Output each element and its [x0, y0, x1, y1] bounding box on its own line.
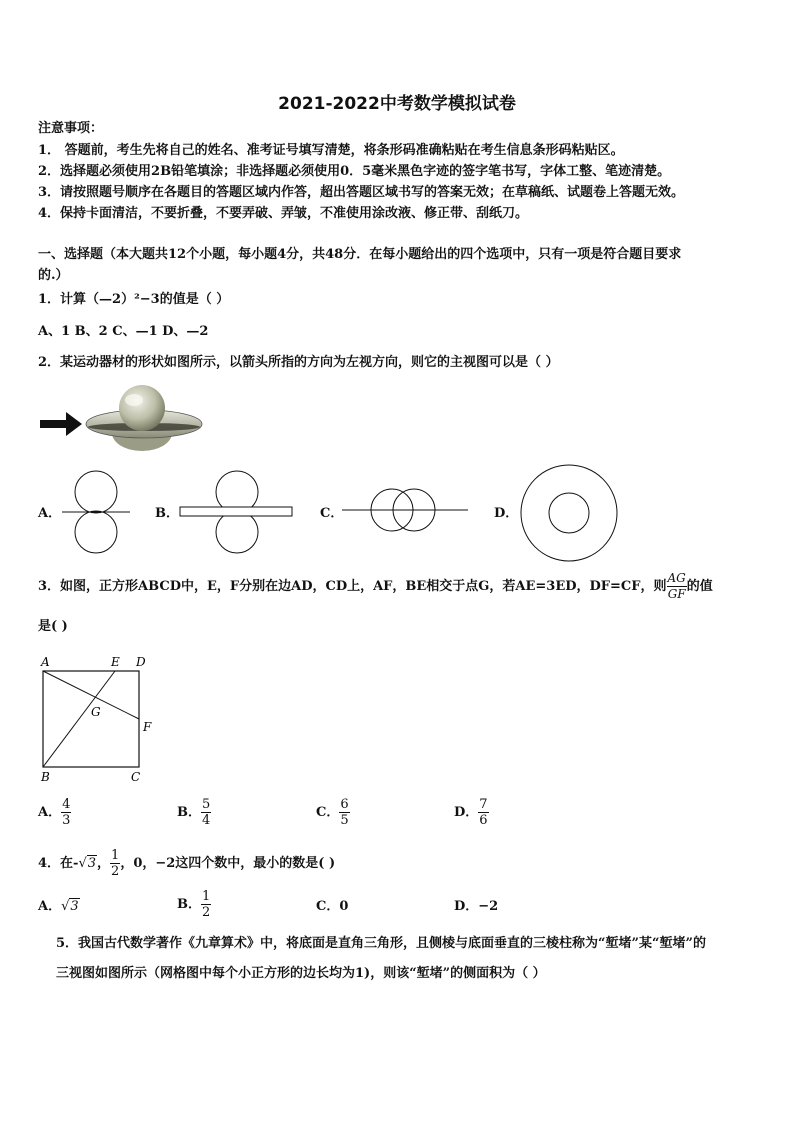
q4-half-num: 1	[111, 848, 120, 863]
q3-option-d-den: 6	[479, 813, 488, 828]
page-title: 2021-2022中考数学模拟试卷	[278, 94, 516, 114]
q3-stem-before: 3．如图，正方形ABCD中，E，F分别在边AD，CD上，AF，BE相交于点G，若AE=3ED，DF=CF，则	[38, 579, 667, 594]
q3-option-a-num: 4	[62, 797, 71, 812]
q3-ratio-num: AG	[667, 571, 686, 585]
q4-option-b-label: B．	[177, 897, 201, 912]
q4-option-d: D．−2	[454, 899, 499, 914]
q3-option-a-label: A．	[38, 805, 62, 820]
section-heading-line2: 的.）	[38, 268, 69, 283]
q2-option-b-label: B．	[155, 506, 179, 521]
q2-option-c-label: C．	[320, 506, 344, 521]
q5-stem-line2: 三视图如图所示（网格图中每个小正方形的边长均为1)，则该“堑堵”的侧面积为（ ）	[56, 966, 546, 981]
q4-option-b	[177, 889, 211, 920]
q3-option-b-num: 5	[202, 797, 211, 812]
q2-stem: 2．某运动器材的形状如图所示，以箭头所指的方向为左视方向，则它的主视图可以是（ ）	[38, 355, 559, 370]
q4-option-b-num: 1	[202, 889, 211, 904]
q1-options: A、1 B、2 C、—1 D、—2	[38, 324, 209, 339]
q2-option-d-label: D．	[494, 506, 519, 521]
q4-option-a-sqrt	[61, 899, 80, 915]
q5-stem-line1: 5．我国古代数学著作《九章算术》中，将底面是直角三角形，且侧棱与底面垂直的三棱柱称为“堑堵”某“堑堵”的	[56, 936, 706, 951]
q2-option-c-figure	[340, 468, 470, 552]
section-heading-line1: 一、选择题（本大题共12个小题，每小题4分，共48分．在每小题给出的四个选项中，只有一项是符合题目要求	[38, 247, 682, 262]
q4-option-a-sqrt-arg: 3	[70, 899, 79, 914]
q3-option-b-label: B．	[177, 805, 201, 820]
q3-stem	[38, 571, 713, 602]
q2-option-d-figure	[518, 462, 620, 564]
q3-option-c-label: C．	[316, 805, 340, 820]
q3-option-b	[177, 797, 211, 828]
label-f: F	[143, 720, 152, 734]
q4-sqrt-symbol: √	[78, 856, 87, 871]
q2-option-b-figure	[176, 470, 296, 554]
q3-option-a-fraction	[61, 797, 71, 828]
q3-option-a	[38, 797, 71, 828]
notice-item-2: 2．选择题必须使用2B铅笔填涂；非选择题必须使用0．5毫米黑色字迹的签字笔书写，字体工整、笔迹清楚。	[38, 164, 671, 179]
q3-stem-after: 的值	[686, 579, 713, 594]
q4-stem	[38, 848, 335, 879]
q3-option-b-den: 4	[202, 813, 211, 828]
q3-ratio-fraction	[667, 571, 687, 602]
label-c: C	[131, 770, 141, 784]
q3-option-c-num: 6	[340, 797, 349, 812]
notice-item-3: 3．请按照题号顺序在各题目的答题区域内作答，超出答题区域书写的答案无效；在草稿纸、试题卷上答题无效。	[38, 185, 685, 200]
q4-stem-a: 4．在-	[38, 856, 79, 871]
q3-option-c	[316, 797, 350, 828]
q3-option-c-den: 5	[340, 813, 349, 828]
notice-item-4: 4．保持卡面清洁，不要折叠，不要弄破、弄皱，不准使用涂改液、修正带、刮纸刀。	[38, 206, 529, 221]
q1-stem: 1．计算（—2）²−3的值是（ ）	[38, 292, 230, 307]
q3-option-d-fraction	[478, 797, 488, 828]
q3-ratio-den: GF	[667, 587, 686, 601]
q3-square-figure	[36, 654, 161, 786]
q4-sqrt	[78, 856, 97, 872]
q4-half-den: 2	[111, 864, 120, 879]
q2-option-a-figure	[60, 470, 132, 554]
q2-object-illustration	[38, 378, 203, 458]
notice-heading: 注意事项：	[38, 121, 104, 136]
label-g: G	[91, 705, 101, 719]
q4-option-c: C．0	[316, 899, 349, 914]
q3-option-d-label: D．	[454, 805, 479, 820]
arrow-icon	[40, 412, 82, 436]
label-e: E	[111, 655, 120, 669]
q2-option-a-label: A．	[38, 506, 62, 521]
q3-option-b-fraction	[201, 797, 211, 828]
q3-option-c-fraction	[339, 797, 349, 828]
label-a: A	[41, 655, 50, 669]
q3-stem-line2: 是( )	[38, 619, 68, 634]
q4-option-b-den: 2	[202, 905, 211, 920]
q4-option-a-label: A．	[38, 899, 62, 914]
q3-option-d	[454, 797, 489, 828]
q4-option-a	[38, 899, 80, 915]
q4-half	[110, 848, 120, 879]
q4-option-b-fraction	[201, 889, 211, 920]
q3-option-a-den: 3	[62, 813, 71, 828]
q4-sqrt-arg: 3	[87, 856, 97, 871]
q3-option-d-num: 7	[479, 797, 488, 812]
label-d: D	[136, 655, 146, 669]
q4-option-a-sqrt-symbol: √	[61, 899, 70, 914]
q4-stem-b: ，0，−2这四个数中，最小的数是( )	[120, 856, 336, 871]
label-b: B	[41, 770, 50, 784]
q4-comma: ，	[97, 856, 111, 871]
notice-item-1: 1． 答题前，考生先将自己的姓名、准考证号填写清楚，将条形码准确粘贴在考生信息条形码粘贴区。	[38, 143, 624, 158]
